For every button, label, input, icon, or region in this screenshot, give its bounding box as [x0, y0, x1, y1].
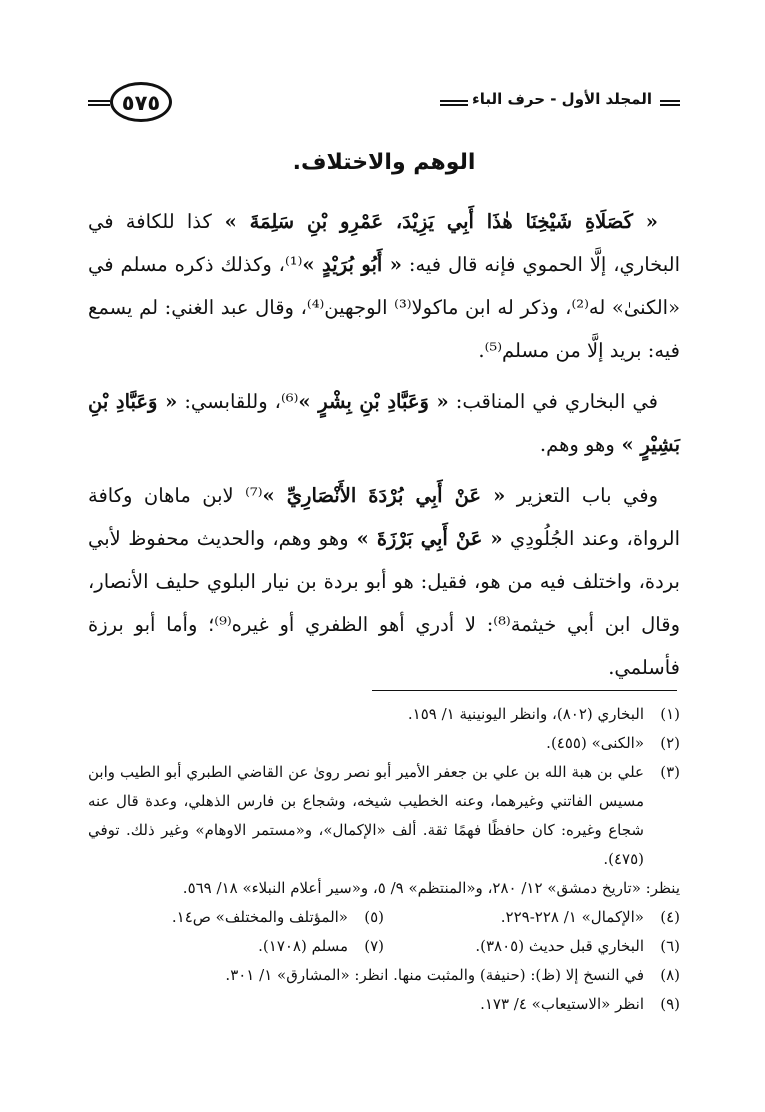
text-span: كذا للكافة في البخاري، إلَّا الحموي فإنه قال فيه:: [88, 210, 680, 276]
footnote-5: [88, 903, 384, 932]
paragraph-2: [88, 380, 680, 466]
quote-span: « كَصَلَاةِ شَيْخِنَا هٰذَا أَبِي يَزِيْدَ، عَمْرِو بْنِ سَلِمَةَ »: [211, 210, 658, 233]
footnotes: [88, 700, 680, 1019]
text-span: ⁽⁶⁾، وللقابسي:: [177, 390, 299, 413]
footnote-number: (٣): [660, 763, 680, 781]
quote-span: « وَعَبَّادِ بْنِ بِشْرٍ »: [298, 390, 449, 413]
footnote-number: (١): [660, 705, 680, 723]
footnote-9: [88, 990, 680, 1019]
footnote-number: (٧): [364, 937, 384, 955]
text-span: وهو وهم، والحديث محفوظ لأبي بردة، واختلف فيه من هو، فقيل: هو أبو بردة بن نيار البلوي حليف الأنصار، وقال ابن أبي خيثمة⁽⁸⁾: لا أدري أهو الظفري أو غيره⁽⁹⁾؛ وأما أبو برزة فأسلمي.: [88, 527, 680, 679]
header-rule-left: [88, 100, 110, 106]
footnote-text: في النسخ إلا (ظ): (حنيفة) والمثبت منها. انظر: «المشارق» ١/ ٣٠١.: [225, 966, 644, 984]
footnote-row-6-7: [88, 932, 680, 961]
footnote-3: [88, 758, 680, 874]
footnote-6: [384, 932, 680, 961]
footnote-text: «الكنى» (٤٥٥).: [546, 734, 644, 752]
footnote-text: علي بن هبة الله بن علي بن جعفر الأمير أبو نصر روىٰ عن القاضي الطبري أبو الطيب وابن مسيس الفاتني وغيرهما، وعنه الخطيب شيخه، وشجاع بن فارس الذهلي، وعدة قال عنه شجاع وغيره: كان حافظًا فهمًا ثقة. ألف «الإكمال»، و«مستمر الاوهام» وغير ذلك. توفي (٤٧٥).: [88, 763, 644, 868]
footnote-text: «الإكمال» ١/ ٢٢٨-٢٢٩.: [500, 908, 644, 926]
page-number: ٥٧٥: [121, 91, 161, 115]
header-rule-middle: [440, 100, 468, 106]
footnote-number: (٦): [660, 937, 680, 955]
footnote-number: (٢): [660, 734, 680, 752]
text-span: في البخاري في المناقب:: [448, 390, 658, 413]
footnote-text: البخاري قبل حديث (٣٨٠٥).: [475, 937, 644, 955]
footnote-text: البخاري (٨٠٢)، وانظر اليونينية ١/ ١٥٩.: [407, 705, 644, 723]
footnote-2: [88, 729, 680, 758]
page-header: [88, 82, 680, 126]
quote-span: « عَنْ أَبِي بُرْدَةَ الأَنْصَارِيِّ »: [262, 484, 506, 507]
paragraph-3: [88, 474, 680, 689]
text-span: وفي باب التعزير: [505, 484, 658, 507]
footnote-number: (٨): [660, 966, 680, 984]
footnote-text: انظر «الاستيعاب» ٤/ ١٧٣.: [480, 995, 644, 1013]
text-span: وهو وهم.: [539, 433, 615, 456]
main-text: [88, 200, 680, 697]
footnote-3-references: [88, 874, 680, 903]
footnote-8: [88, 961, 680, 990]
quote-span: « وَعَبَّادِ بْنِ بَشِيْرٍ »: [88, 390, 680, 456]
quote-span: « أَبُو بُرَيْدٍ »: [302, 253, 402, 276]
header-rule-right: [660, 100, 680, 106]
quote-span: « عَنْ أَبِي بَرْزَةَ »: [348, 527, 503, 550]
footnote-4: [384, 903, 680, 932]
footnote-1: [88, 700, 680, 729]
page-number-oval: [110, 82, 172, 122]
footnote-7: [88, 932, 384, 961]
section-title: الوهم والاختلاف.: [292, 150, 476, 175]
footnote-number: (٥): [364, 908, 384, 926]
footnote-separator: [372, 690, 677, 691]
footnote-text: «المؤتلف والمختلف» ص١٤.: [171, 908, 348, 926]
footnote-number: (٤): [660, 908, 680, 926]
paragraph-1: [88, 200, 680, 372]
footnote-number: (٩): [660, 995, 680, 1013]
footnote-text: مسلم (١٧٠٨).: [258, 937, 348, 955]
running-title: المجلد الأول - حرف الباء: [472, 90, 652, 108]
footnote-text: ينظر: «تاريخ دمشق» ١٢/ ٢٨٠، و«المنتظم» ٩/ ٥، و«سير أعلام النبلاء» ١٨/ ٥٦٩.: [182, 879, 680, 897]
text-span: ⁽⁷⁾ لابن ماهان وكافة الرواة، وعند الجُلُودِي: [88, 484, 681, 550]
text-span: ⁽¹⁾، وكذلك ذكره مسلم في «الكنىٰ» له⁽²⁾، وذكر له ابن ماكولا⁽³⁾ الوجهين⁽⁴⁾، وقال عبد الغني: لم يسمع فيه: بريد إلَّا من مسلم⁽⁵⁾.: [88, 253, 681, 362]
footnote-row-4-5: [88, 903, 680, 932]
